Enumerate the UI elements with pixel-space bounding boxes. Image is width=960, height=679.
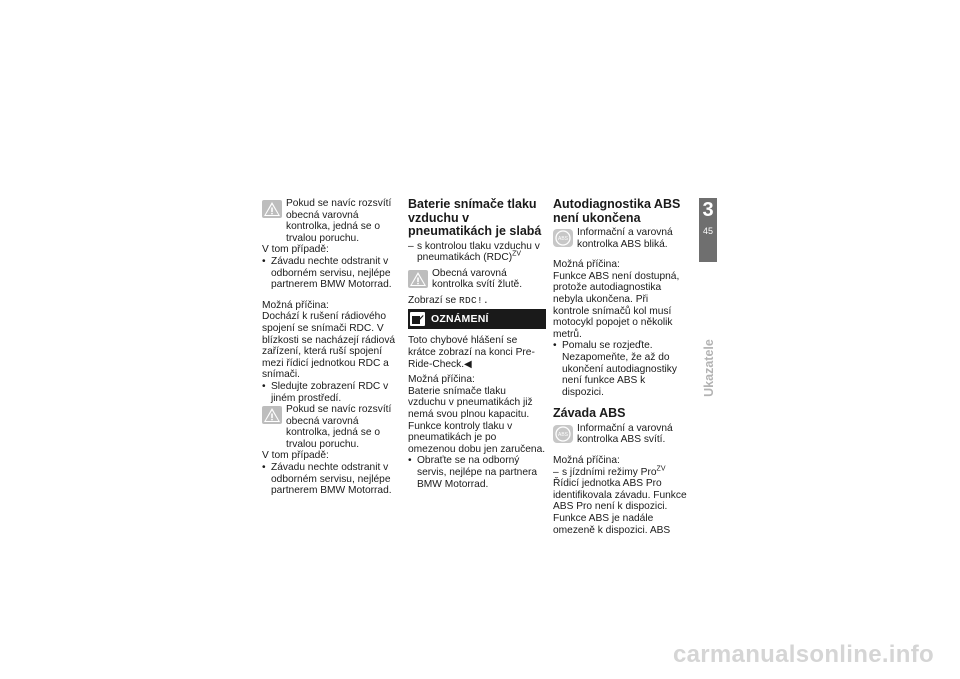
text: V tom případě: [262, 450, 329, 462]
dash-text: s jízdními režimy Pro [562, 466, 657, 478]
column-1 [262, 198, 402, 497]
display-code: RDC!. [458, 294, 489, 306]
cause-label: Možná příčina: [408, 374, 475, 386]
column-2 [408, 198, 546, 490]
text: Funkce ABS není dostupná, protože autodiagnostika nebyla ukončena. Při kontrole snímačů kol musí motocykl popojet o několik metrů. [553, 270, 680, 340]
text: V tom případě: [262, 244, 329, 256]
warning-block [408, 268, 546, 291]
superscript: ZV [512, 250, 522, 258]
warning-triangle-icon [408, 270, 428, 288]
cause-label: Možná příčina: [553, 259, 620, 271]
text: Pokud se navíc rozsvítí obecná varovná kontrolka, jedná se o trvalou poruchu. [286, 404, 392, 450]
section-title: Baterie snímače tlaku vzduchu v pneumatikách je slabá [408, 197, 542, 238]
text: Obecná varovná kontrolka svítí žlutě. [432, 267, 523, 291]
cause-label: Možná příčina: [262, 299, 329, 311]
text: Řídicí jednotka ABS Pro identifikovala závadu. Funkce ABS Pro není k dispozici. Funkce ABS je nadále omezeně k dispozici. ABS [553, 478, 687, 536]
warning-triangle-icon [262, 406, 282, 424]
abs-icon-text: ABS [557, 236, 569, 242]
page-number: 45 [702, 226, 713, 236]
abs-indicator-icon [553, 425, 573, 443]
notice-label: OZNÁMENÍ [431, 312, 489, 325]
section-title: Závada ABS [553, 406, 626, 421]
bullet-item: • Závadu nechte odstranit v odborném servisu, nejlépe partnerem BMW Motorrad. [262, 256, 402, 291]
warning-triangle-icon [262, 200, 282, 218]
dash-item [553, 467, 687, 479]
watermark: carmanualsonline.info [672, 641, 934, 668]
abs-icon-text: ABS [557, 431, 569, 438]
bullet-item: • Sledujte zobrazení RDC v jiném prostředí. [262, 381, 402, 404]
chapter-tab [699, 198, 717, 262]
chapter-label-text: Ukazatele [702, 339, 716, 397]
chapter-side-label [694, 338, 724, 398]
dash-item [408, 241, 546, 264]
superscript: ZV [656, 465, 666, 473]
cause-label: Možná příčina: [553, 455, 620, 466]
bullet-item: • Závadu nechte odstranit v odborném servisu, nejlépe partnerem BMW Motorrad. [262, 462, 402, 497]
notice-bar [408, 309, 546, 329]
display-line [408, 295, 546, 307]
section-title: Autodiagnostika ABS není ukončena [553, 197, 681, 225]
dash-text: s kontrolou tlaku vzduchu v pneumatikách (RDC) [417, 240, 540, 264]
text: Baterie snímače tlaku vzduchu v pneumatikách již nemá svou plnou kapacitu. Funkce kontroly tlaku v pneumatikách je po omezenou dobu jen zaručena. [408, 385, 546, 455]
chapter-number: 3 [702, 199, 714, 221]
text: Zobrazí se [408, 294, 457, 306]
text: Pokud se navíc rozsvítí obecná varovná kontrolka, jedná se o trvalou poruchu. [286, 198, 392, 244]
abs-indicator-icon [553, 229, 573, 247]
notice-pen-icon [410, 312, 425, 326]
text: Informační a varovná kontrolka ABS bliká. [577, 227, 673, 250]
text: Toto chybové hlášení se krátce zobrazí na konci Pre-Ride-Check.◀ [408, 335, 535, 370]
text: Informační a varovná kontrolka ABS svítí. [577, 422, 673, 446]
warning-block-2 [262, 404, 402, 450]
warning-block-1 [262, 198, 402, 244]
text: Dochází k rušení rádiového spojení se snímači RDC. V blízkosti se nacházejí rádiová zařízení, která ruší spojení mezi řídicí jednotkou RDC a snímači. [262, 311, 396, 381]
abs-indicator-block-2 [553, 423, 687, 446]
abs-indicator-block-1 [553, 227, 687, 250]
bullet-item: • Pomalu se rozjeďte. Nezapomeňte, že až do ukončení autodiagnostiky není funkce ABS k dispozici. [553, 340, 687, 398]
bullet-item: • Obraťte se na odborný servis, nejlépe na partnera BMW Motorrad. [408, 455, 546, 490]
column-3 [553, 198, 687, 536]
